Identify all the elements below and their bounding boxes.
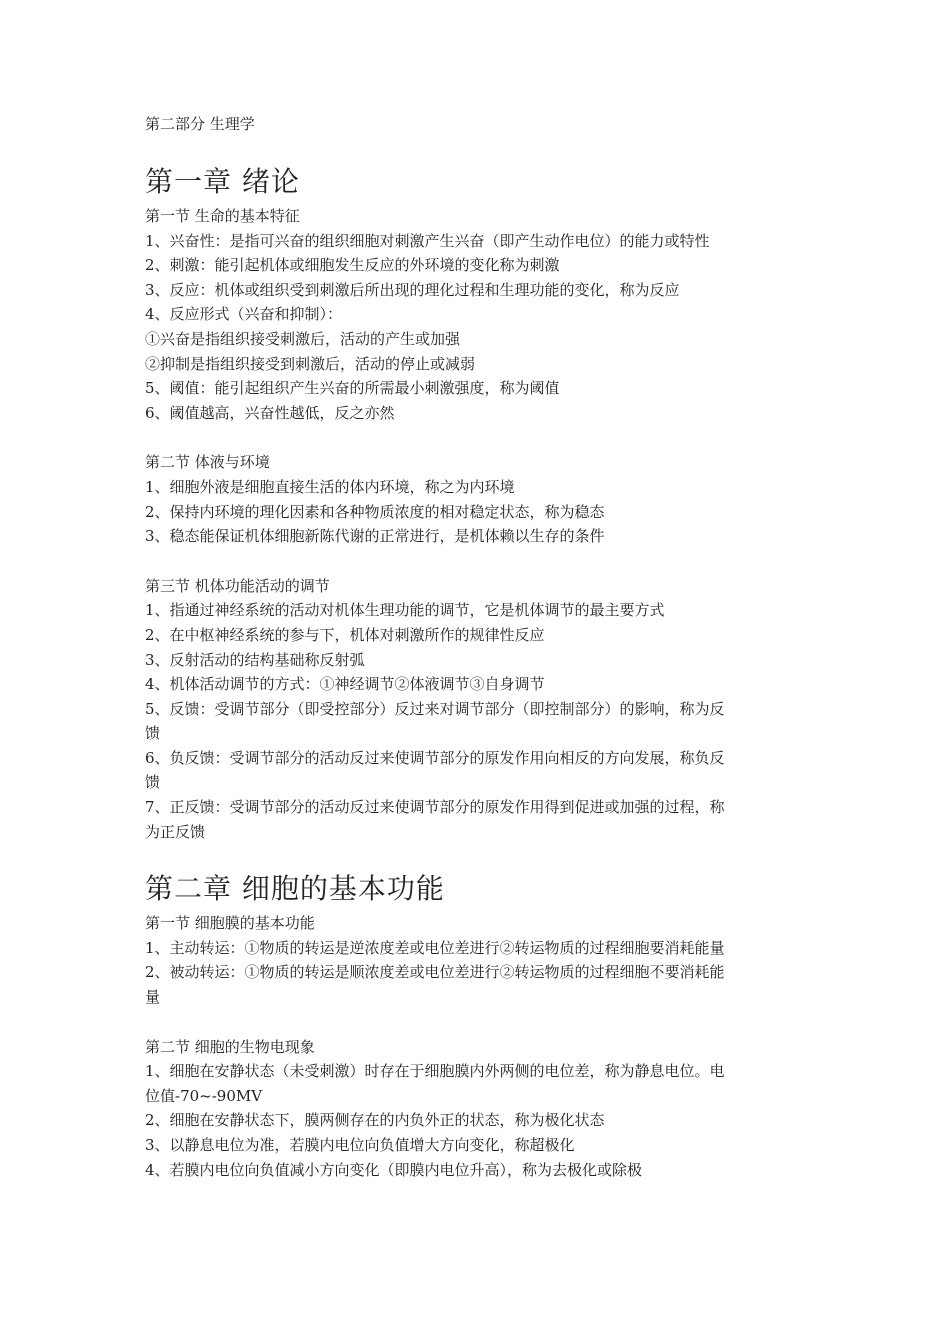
section-title: 第二节 体液与环境: [145, 453, 270, 472]
section-title: 第一节 细胞膜的基本功能: [145, 914, 315, 933]
text-line: 5、反馈：受调节部分（即受控部分）反过来对调节部分（即控制部分）的影响，称为反: [145, 699, 725, 718]
text-line: 2、被动转运：①物质的转运是顺浓度差或电位差进行②转运物质的过程细胞不要消耗能: [145, 963, 725, 982]
section-title: 第三节 机体功能活动的调节: [145, 576, 330, 595]
text-line: 馈: [145, 724, 161, 743]
text-line: ②抑制是指组织接受到刺激后，活动的停止或减弱: [145, 354, 476, 373]
text-line: 位值-70~-90MV: [145, 1086, 263, 1105]
text-line: 4、若膜内电位向负值减小方向变化（即膜内电位升高），称为去极化或除极: [145, 1160, 643, 1179]
section-title: 第二节 细胞的生物电现象: [145, 1037, 315, 1056]
chapter-2: [145, 869, 795, 1182]
section-2-2: [145, 1035, 795, 1183]
section-1-1: [145, 204, 795, 425]
text-line: 6、阈值越高，兴奋性越低，反之亦然: [145, 403, 395, 422]
chapter-1: [145, 162, 795, 844]
text-line: 4、机体活动调节的方式：①神经调节②体液调节③自身调节: [145, 675, 545, 694]
section-1-3: [145, 574, 795, 845]
text-line: 3、反应：机体或组织受到刺激后所出现的理化过程和生理功能的变化，称为反应: [145, 280, 680, 299]
part-title: 第二部分 生理学: [145, 115, 255, 133]
text-line: 6、负反馈：受调节部分的活动反过来使调节部分的原发作用向相反的方向发展，称负反: [145, 748, 725, 767]
text-line: 量: [145, 988, 161, 1007]
text-line: 馈: [145, 773, 161, 792]
chapter-title: 第二章 细胞的基本功能: [145, 872, 445, 906]
text-line: 3、以静息电位为准，若膜内电位向负值增大方向变化，称超极化: [145, 1136, 575, 1154]
text-line: 1、兴奋性：是指可兴奋的组织细胞对刺激产生兴奋（即产生动作电位）的能力或特性: [145, 231, 710, 250]
text-line: ①兴奋是指组织接受刺激后，活动的产生或加强: [145, 329, 461, 348]
section-title: 第一节 生命的基本特征: [145, 207, 300, 225]
text-line: 2、在中枢神经系统的参与下，机体对刺激所作的规律性反应: [145, 625, 545, 644]
text-line: 4、反应形式（兴奋和抑制）：: [145, 305, 343, 324]
text-line: 2、保持内环境的理化因素和各种物质浓度的相对稳定状态，称为稳态: [145, 502, 605, 521]
document-page: [145, 112, 795, 1207]
text-line: 3、反射活动的结构基础称反射弧: [145, 650, 365, 669]
chapter-title: 第一章 绪论: [145, 165, 300, 198]
text-line: 1、细胞在安静状态（未受刺激）时存在于细胞膜内外两侧的电位差，称为静息电位。电: [145, 1062, 725, 1081]
text-line: 5、阈值：能引起组织产生兴奋的所需最小刺激强度，称为阈值: [145, 379, 560, 398]
section-1-2: [145, 450, 795, 548]
text-line: 1、细胞外液是细胞直接生活的体内环境，称之为内环境: [145, 477, 515, 496]
text-line: 2、细胞在安静状态下，膜两侧存在的内负外正的状态，称为极化状态: [145, 1111, 605, 1130]
text-line: 2、刺激：能引起机体或细胞发生反应的外环境的变化称为刺激: [145, 256, 560, 275]
text-line: 7、正反馈：受调节部分的活动反过来使调节部分的原发作用得到促进或加强的过程，称: [145, 798, 725, 817]
section-2-1: [145, 911, 795, 1009]
text-line: 1、指通过神经系统的活动对机体生理功能的调节，它是机体调节的最主要方式: [145, 601, 665, 620]
text-line: 为正反馈: [145, 822, 206, 841]
text-line: 3、稳态能保证机体细胞新陈代谢的正常进行，是机体赖以生存的条件: [145, 527, 605, 546]
text-line: 1、主动转运：①物质的转运是逆浓度差或电位差进行②转运物质的过程细胞要消耗能量: [145, 938, 725, 957]
